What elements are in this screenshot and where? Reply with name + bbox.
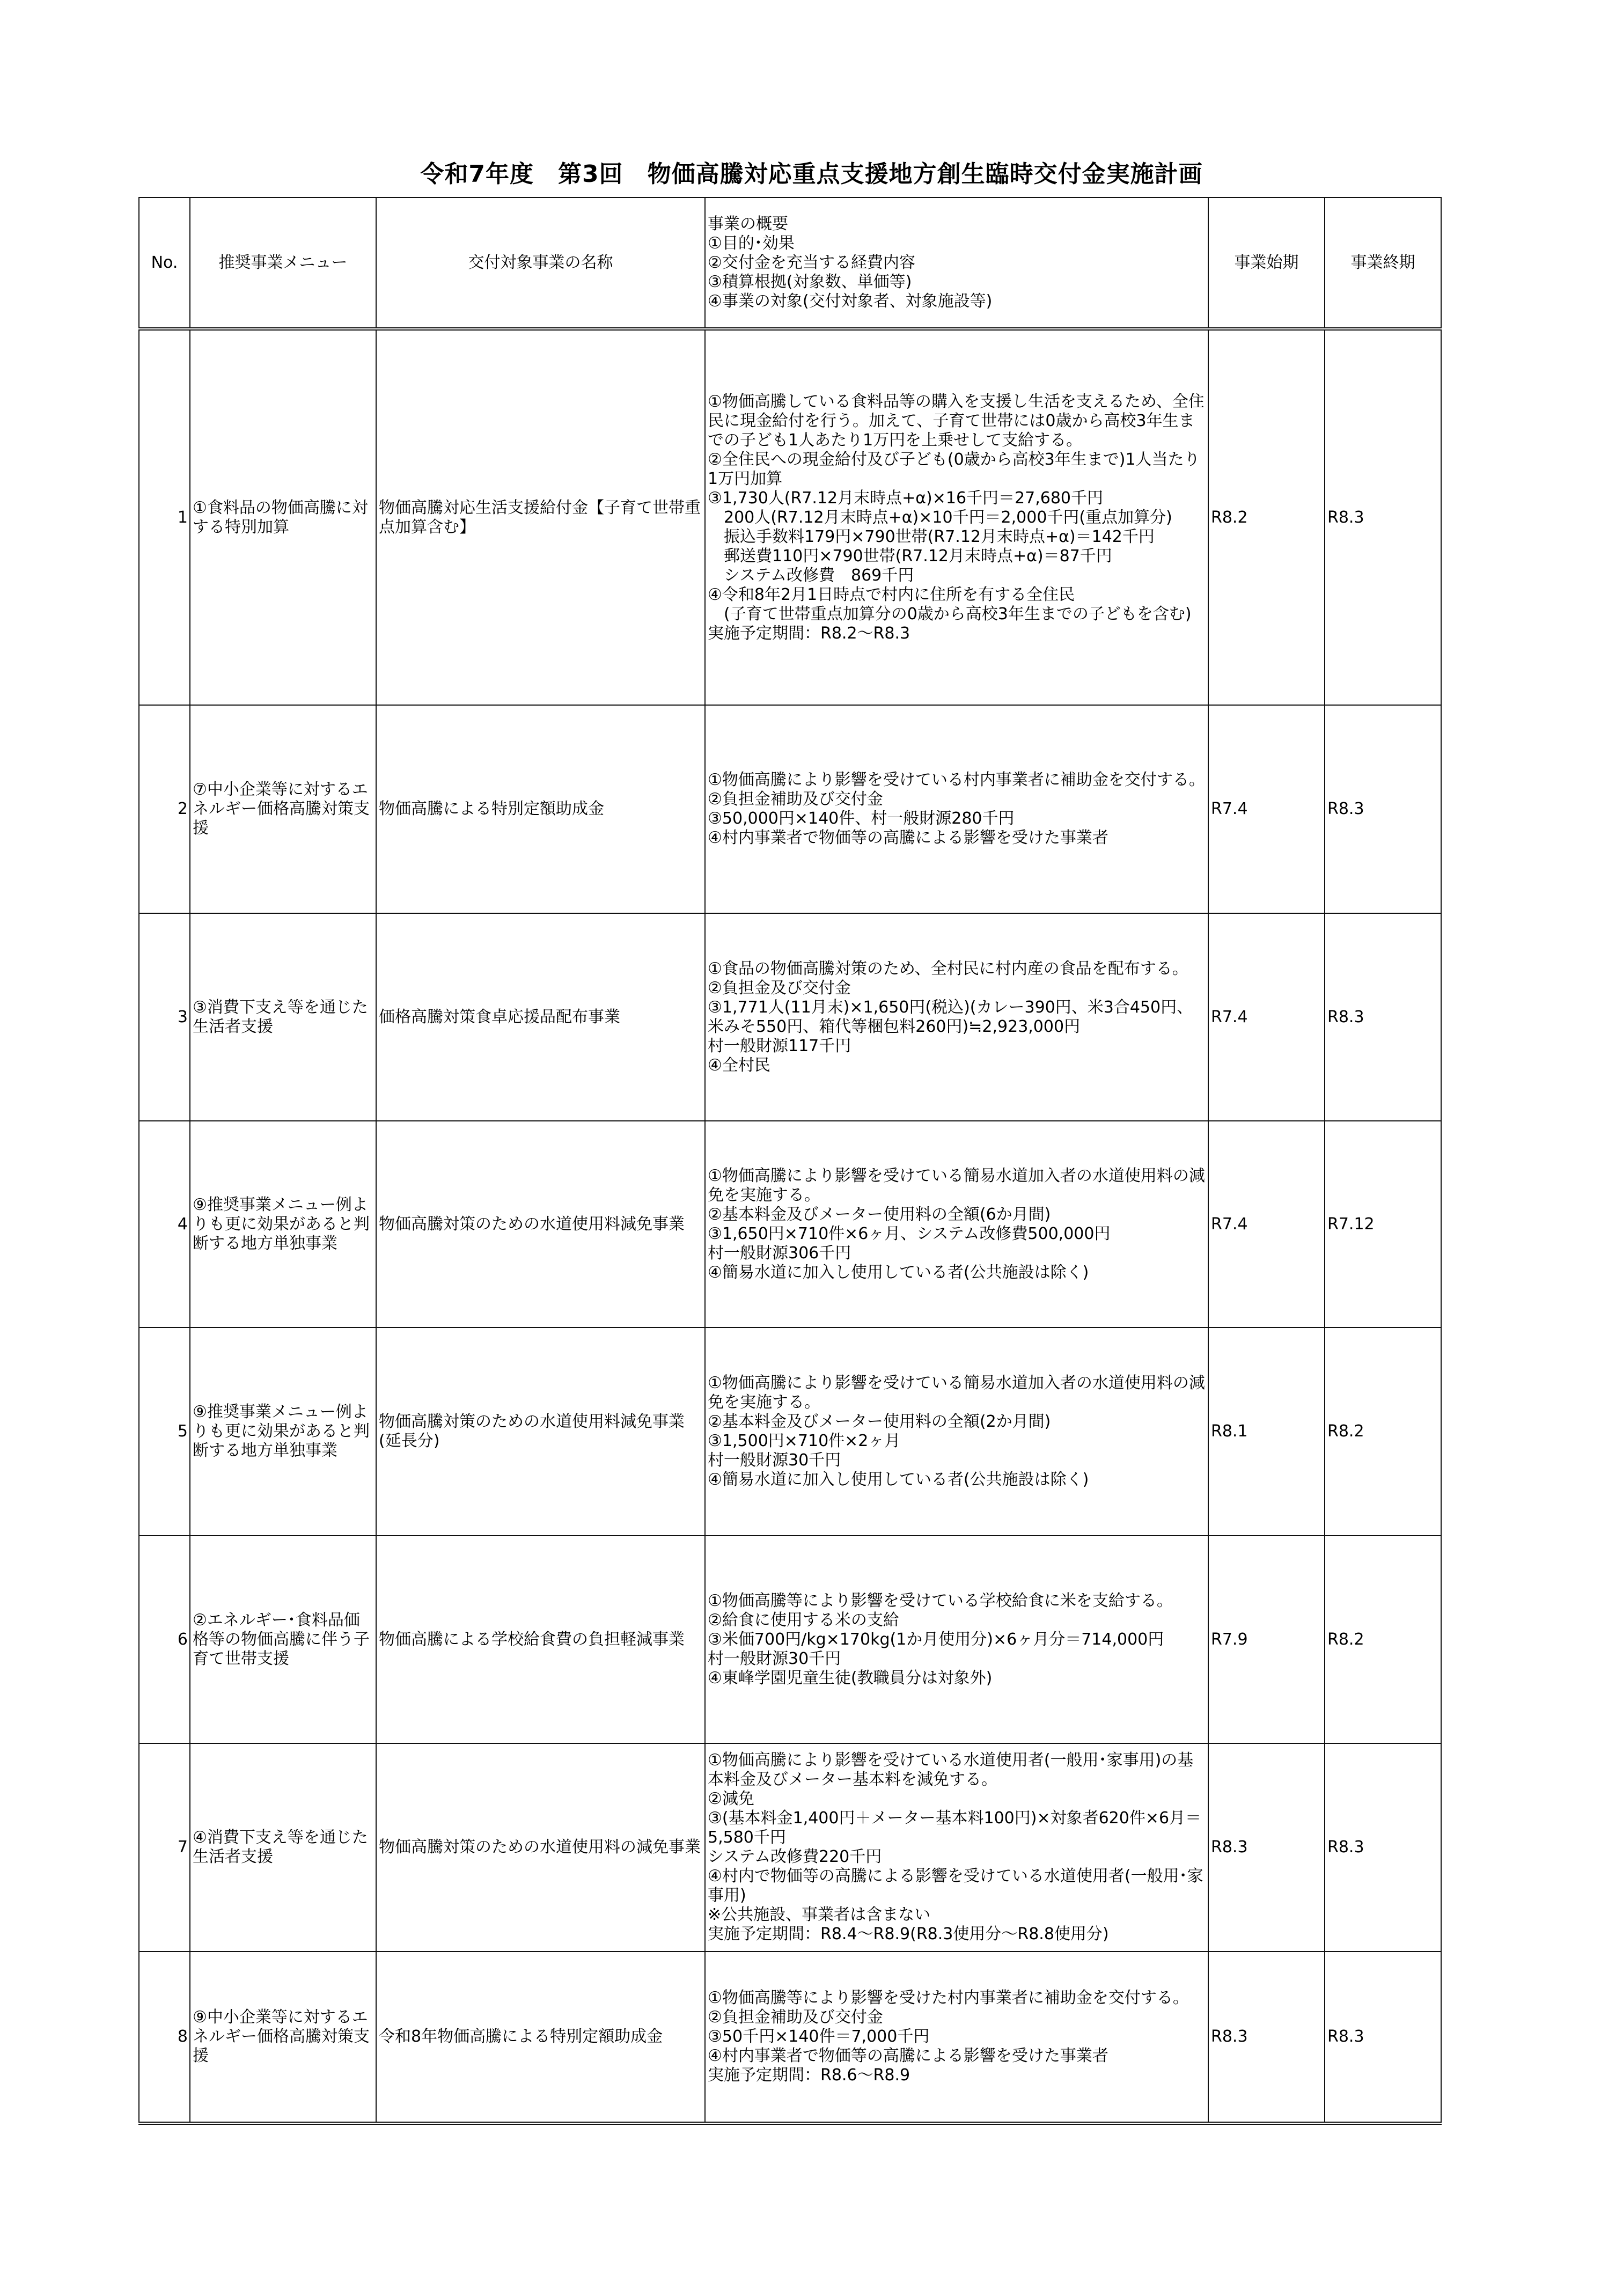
row-description [705,705,1208,913]
description-line: システム改修費220千円 [708,1847,882,1866]
description-line: ②負担金及び交付金 [708,978,851,997]
description-line: ②負担金補助及び交付金 [708,2008,883,2027]
header-description [705,197,1208,329]
row-description [705,1952,1208,2123]
row-start: R7.9 [1208,1536,1325,1743]
description-line: 村一般財源117千円 [708,1036,851,1055]
description-line: ③50千円×140件＝7,000千円 [708,2027,930,2046]
row-no: 8 [139,1952,190,2123]
row-menu: ③消費下支え等を通じた生活者支援 [190,913,376,1121]
row-name: 物価高騰対策のための水道使用料減免事業 [376,1121,705,1327]
row-end: R8.3 [1325,1952,1441,2123]
description-line: ②基本料金及びメーター使用料の全額(2か月間) [708,1412,1051,1431]
row-menu: ①食料品の物価高騰に対する特別加算 [190,329,376,705]
description-line: ④全村民 [708,1055,770,1075]
row-start: R7.4 [1208,705,1325,913]
row-no: 2 [139,705,190,913]
description-line: 実施予定期間：R8.6～R8.9 [708,2066,910,2085]
page-title: 令和7年度 第3回 物価高騰対応重点支援地方創生臨時交付金実施計画 [420,160,1203,188]
description-line: ①物価高騰により影響を受けている簡易水道加入者の水道使用料の減免を実施する。 [708,1166,1205,1205]
row-end: R7.12 [1325,1121,1441,1327]
table-header-row [139,197,1441,329]
row-menu: ②エネルギー･食料品価格等の物価高騰に伴う子育て世帯支援 [190,1536,376,1743]
row-end: R8.3 [1325,329,1441,705]
description-line: ④東峰学園児童生徒(教職員分は対象外) [708,1668,993,1688]
row-menu: ⑦中小企業等に対するエネルギー価格高騰対策支援 [190,705,376,913]
plan-table [138,197,1442,2125]
row-description [705,1536,1208,1743]
row-name: 物価高騰による特別定額助成金 [376,705,705,913]
description-line: ①物価高騰している食料品等の購入を支援し生活を支えるため、全住民に現金給付を行う。加えて、子育て世帯には0歳から高校3年生までの子ども1人あたり1万円を上乗せして支給する。 [708,392,1205,450]
table-row [139,1327,1441,1536]
row-start: R7.4 [1208,913,1325,1121]
row-start: R7.4 [1208,1121,1325,1327]
description-line: 村一般財源30千円 [708,1649,841,1668]
header-start: 事業始期 [1208,197,1325,329]
header-name: 交付対象事業の名称 [376,197,705,329]
description-line: ③1,730人(R7.12月末時点+α)×16千円＝27,680千円 [708,488,1104,508]
row-end: R8.3 [1325,1743,1441,1952]
row-description [705,1121,1208,1327]
description-line: ④村内で物価等の高騰による影響を受けている水道使用者(一般用･家事用) [708,1867,1203,1905]
row-no: 4 [139,1121,190,1327]
row-start: R8.3 [1208,1743,1325,1952]
description-line: ②基本料金及びメーター使用料の全額(6か月間) [708,1205,1051,1224]
table-row [139,705,1441,913]
description-line: 村一般財源306千円 [708,1243,851,1263]
row-name: 価格高騰対策食卓応援品配布事業 [376,913,705,1121]
row-description [705,1743,1208,1952]
row-end: R8.2 [1325,1536,1441,1743]
table-row [139,1743,1441,1952]
description-line: ①物価高騰により影響を受けている簡易水道加入者の水道使用料の減免を実施する。 [708,1374,1205,1412]
header-description-line: 事業の概要 [708,214,788,233]
row-start: R8.1 [1208,1327,1325,1536]
header-description-line: ④事業の対象(交付対象者、対象施設等) [708,291,993,311]
row-menu: ④消費下支え等を通じた生活者支援 [190,1743,376,1952]
description-line: ④簡易水道に加入し使用している者(公共施設は除く) [708,1470,1089,1489]
description-line: システム改修費 869千円 [708,566,914,585]
description-line: ④令和8年2月1日時点で村内に住所を有する全住民 [708,585,1075,604]
table-row [139,329,1441,705]
row-end: R8.2 [1325,1327,1441,1536]
description-line: ③1,650円×710件×6ヶ月、システム改修費500,000円 [708,1224,1111,1243]
table-row [139,1952,1441,2123]
header-description-line: ③積算根拠(対象数、単価等) [708,272,912,291]
row-no: 7 [139,1743,190,1952]
row-description [705,913,1208,1121]
row-name: 物価高騰対策のための水道使用料の減免事業 [376,1743,705,1952]
table-row [139,1536,1441,1743]
description-line: ②減免 [708,1789,754,1808]
table-row [139,913,1441,1121]
header-menu: 推奨事業メニュー [190,197,376,329]
description-line: ②給食に使用する米の支給 [708,1610,899,1630]
description-line: ④村内事業者で物価等の高騰による影響を受けた事業者 [708,828,1108,847]
row-end: R8.3 [1325,705,1441,913]
description-line: ①物価高騰により影響を受けている村内事業者に補助金を交付する。 [708,771,1205,789]
description-line: ④村内事業者で物価等の高騰による影響を受けた事業者 [708,2046,1108,2065]
description-line: ①物価高騰により影響を受けている水道使用者(一般用･家事用)の基本料金及びメーター基本料を減免する。 [708,1751,1194,1789]
description-line: ③米価700円/kg×170kg(1か月使用分)×6ヶ月分＝714,000円 [708,1630,1164,1649]
row-description [705,1327,1208,1536]
description-line: 郵送費110円×790世帯(R7.12月末時点+α)＝87千円 [708,546,1112,566]
row-name: 物価高騰による学校給食費の負担軽減事業 [376,1536,705,1743]
description-line: ①物価高騰等により影響を受けた村内事業者に補助金を交付する。 [708,1989,1189,2007]
row-end: R8.3 [1325,913,1441,1121]
row-no: 5 [139,1327,190,1536]
description-line: ③(基本料金1,400円＋メーター基本料100円)×対象者620件×6月＝5,580千円 [708,1809,1202,1847]
description-line: ※公共施設、事業者は含まない [708,1905,931,1924]
row-start: R8.3 [1208,1952,1325,2123]
description-line: ④簡易水道に加入し使用している者(公共施設は除く) [708,1263,1089,1282]
description-line: ③1,771人(11月末)×1,650円(税込)(カレー390円、米3合450円、米みそ550円、箱代等梱包料260円)≒2,923,000円 [708,997,1193,1036]
row-menu: ⑨推奨事業メニュー例よりも更に効果があると判断する地方単独事業 [190,1121,376,1327]
row-no: 6 [139,1536,190,1743]
row-name: 物価高騰対策のための水道使用料減免事業(延長分) [376,1327,705,1536]
description-line: ②全住民への現金給付及び子ども(0歳から高校3年生まで)1人当たり1万円加算 [708,450,1200,488]
description-line: 村一般財源30千円 [708,1451,841,1470]
description-line: ③1,500円×710件×2ヶ月 [708,1432,901,1450]
row-menu: ⑨中小企業等に対するエネルギー価格高騰対策支援 [190,1952,376,2123]
description-line: ①物価高騰等により影響を受けている学校給食に米を支給する。 [708,1591,1173,1610]
row-name: 令和8年物価高騰による特別定額助成金 [376,1952,705,2123]
header-no: No. [139,197,190,329]
row-start: R8.2 [1208,329,1325,705]
description-line: ②負担金補助及び交付金 [708,790,883,809]
row-menu: ⑨推奨事業メニュー例よりも更に効果があると判断する地方単独事業 [190,1327,376,1536]
description-line: 実施予定期間：R8.2～R8.3 [708,623,910,643]
description-line: (子育て世帯重点加算分の0歳から高校3年生までの子どもを含む) [708,604,1192,623]
table-row [139,1121,1441,1327]
description-line: 200人(R7.12月末時点+α)×10千円＝2,000千円(重点加算分) [708,508,1172,527]
description-line: ③50,000円×140件、村一般財源280千円 [708,809,1015,828]
header-description-line: ①目的･効果 [708,233,795,253]
row-description [705,329,1208,705]
description-line: 実施予定期間：R8.4～R8.9(R8.3使用分～R8.8使用分) [708,1925,1109,1943]
header-end: 事業終期 [1325,197,1441,329]
header-description-line: ②交付金を充当する経費内容 [708,253,915,272]
row-no: 1 [139,329,190,705]
description-line: 振込手数料179円×790世帯(R7.12月末時点+α)＝142千円 [708,527,1155,546]
description-line: ①食品の物価高騰対策のため、全村民に村内産の食品を配布する。 [708,959,1188,978]
row-name: 物価高騰対応生活支援給付金【子育て世帯重点加算含む】 [376,329,705,705]
row-no: 3 [139,913,190,1121]
